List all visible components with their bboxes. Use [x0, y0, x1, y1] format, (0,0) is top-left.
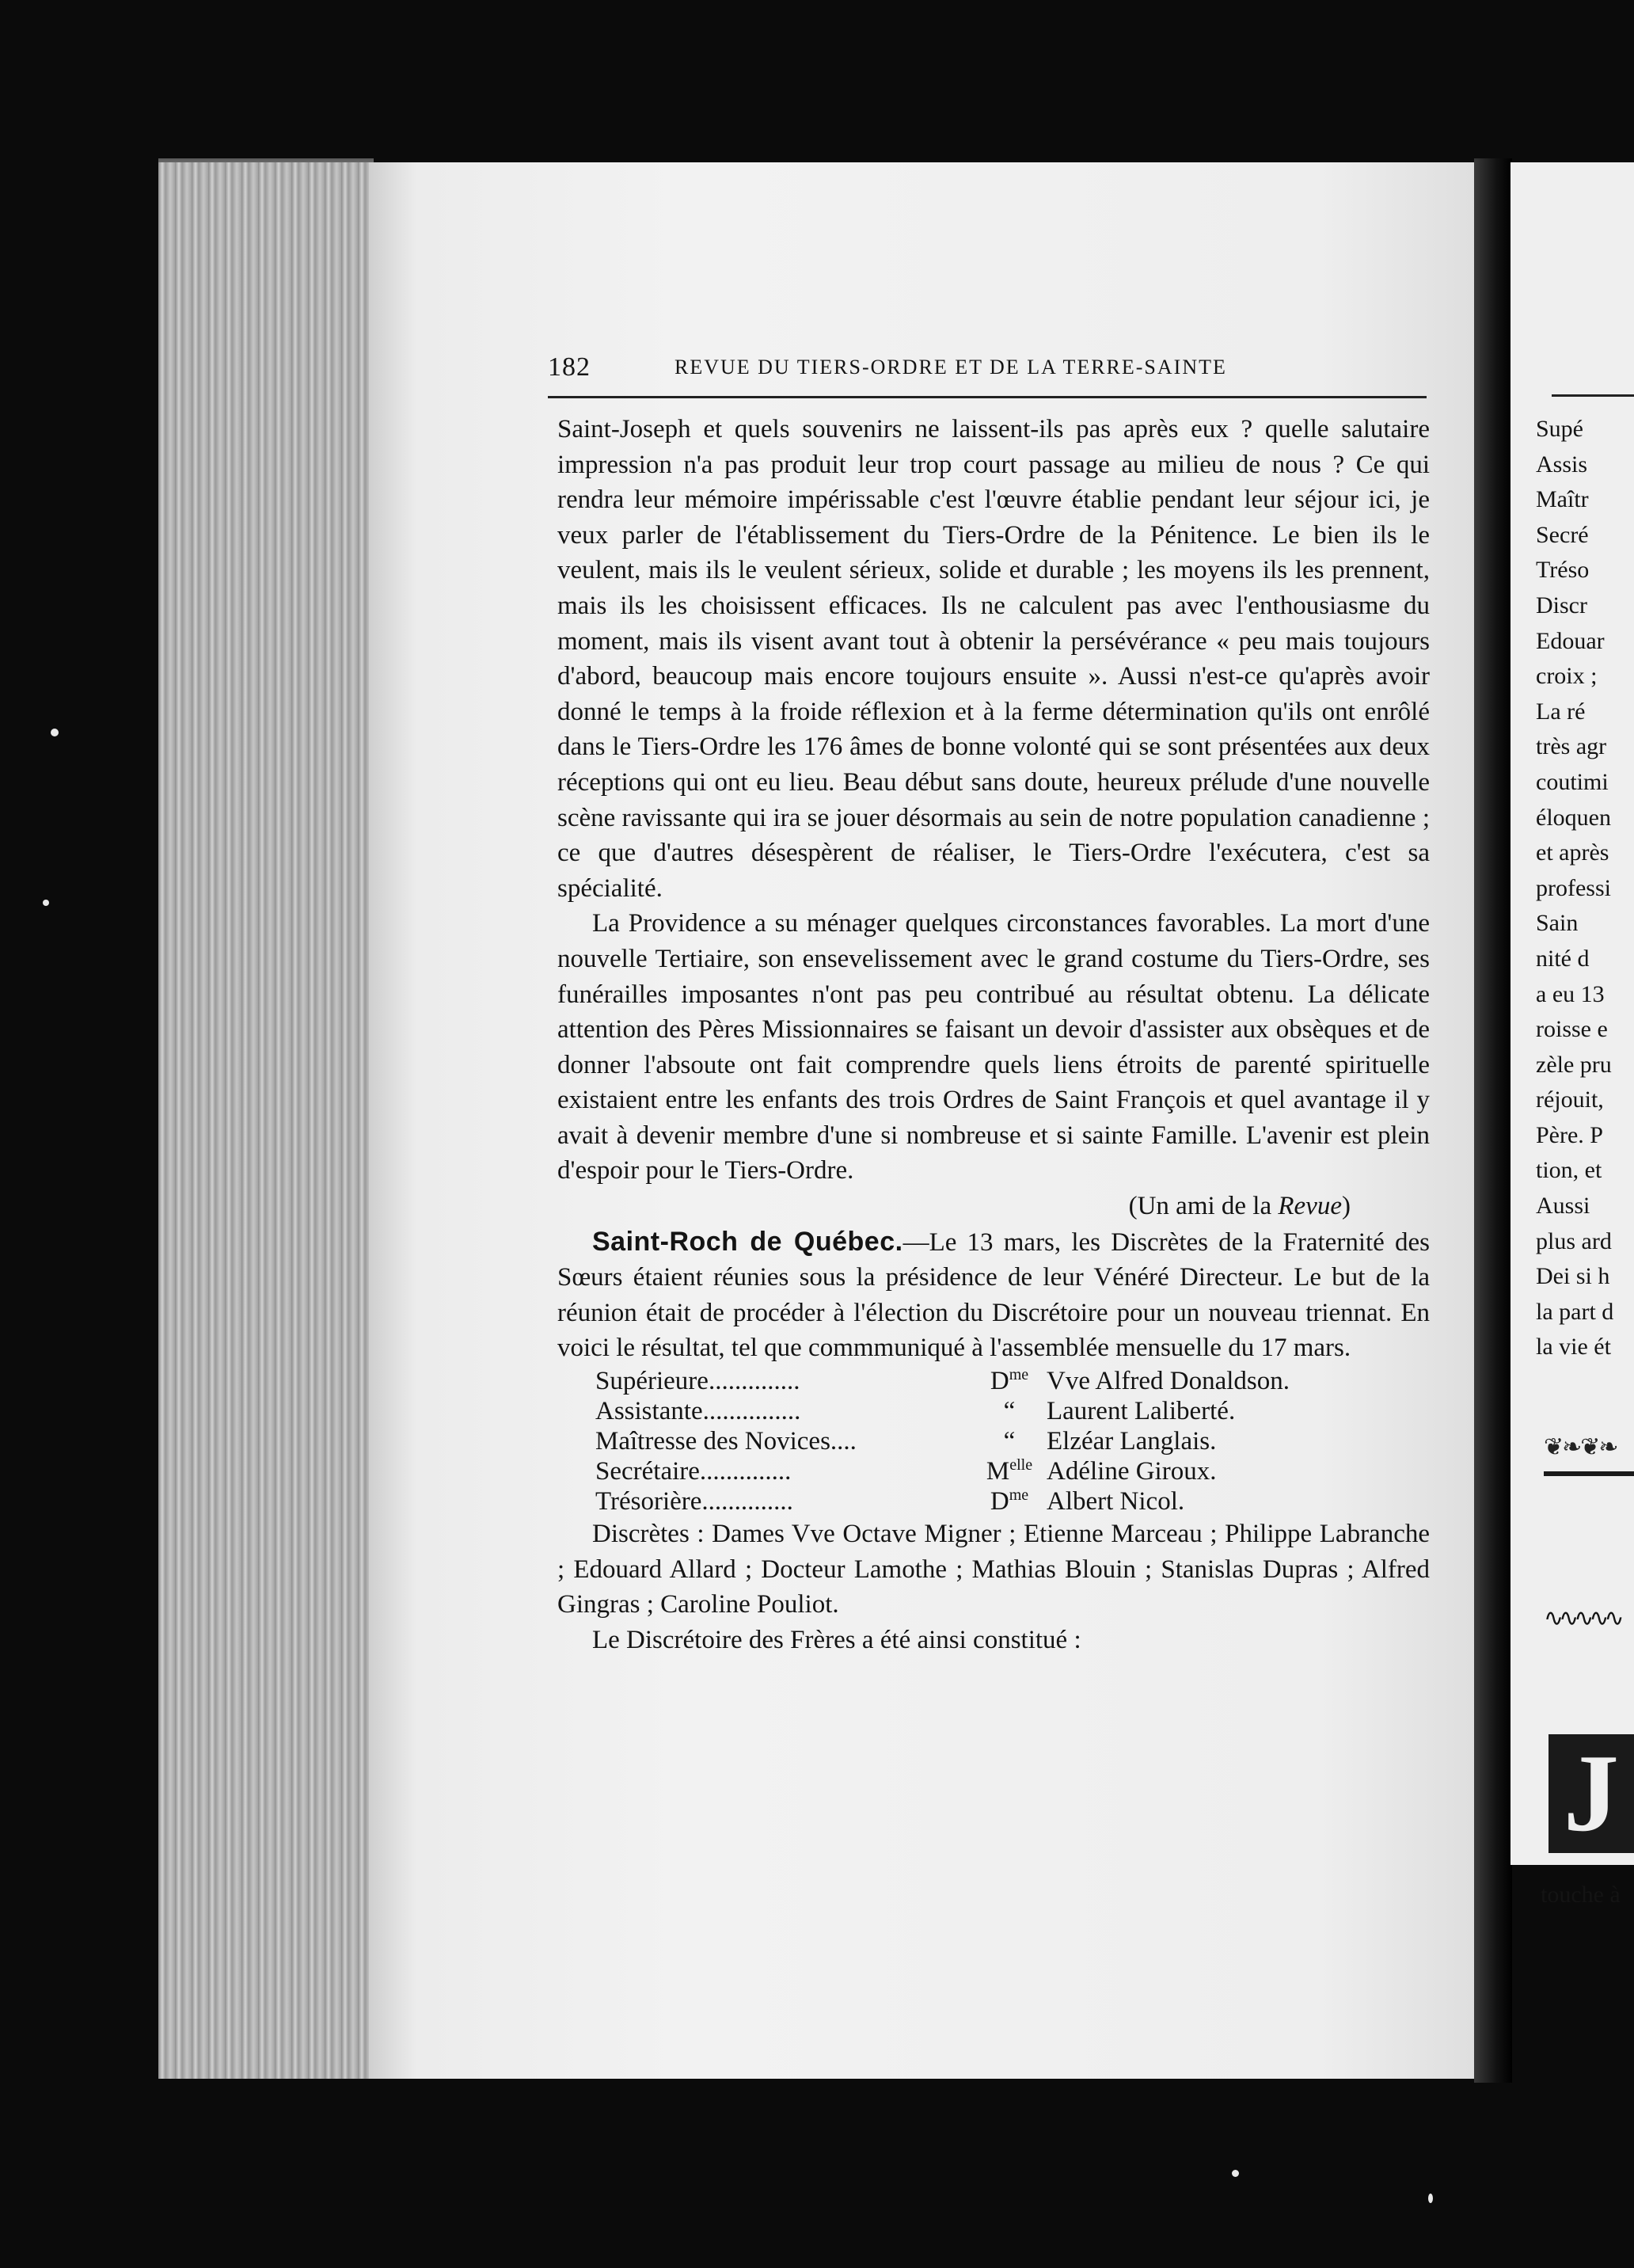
right-page-text	[1536, 412, 1634, 1365]
right-page-line: la vie ét	[1536, 1334, 1611, 1360]
officer-name: Laurent Laliberté.	[1047, 1397, 1236, 1426]
ornament-row: ❦❧❦❧	[1544, 1434, 1617, 1460]
table-row	[595, 1486, 1290, 1516]
signature-prefix: (Un ami de la	[1128, 1192, 1279, 1221]
officer-role: Secrétaire..............	[595, 1457, 792, 1486]
paragraph-2: La Providence a su ménager quelques circonstances favorables. La mort d'une nouvelle Tertiaire, son ensevelissement avec le grand costume du Tiers-Ordre, ses funérailles imposantes n'ont pas peu contribué au résultat obtenu. La délicate attention des Pères Missionnaires se faisant un devoir d'assister aux obsèques et de donner l'absoute ont fait comprendre quels liens étroits de parenté spirituelle existaient entre les enfants des trois Ordres de Saint François et quel avantage il y avait à devenir membre d'une si nombreuse et si sainte Famille. L'avenir est plein d'espoir pour le Tiers-Ordre.	[557, 909, 1430, 1185]
right-page-line: Tréso	[1536, 557, 1590, 584]
right-page-rule	[1552, 394, 1634, 397]
right-page-line: zèle pru	[1536, 1051, 1612, 1078]
dust-speck	[1428, 2194, 1433, 2203]
right-page-line: Aussi	[1536, 1193, 1590, 1220]
officer-name: Vve Alfred Donaldson.	[1047, 1367, 1290, 1396]
table-row	[595, 1366, 1290, 1396]
book-gutter	[1474, 158, 1512, 2083]
officer-title: “	[1003, 1397, 1016, 1426]
right-page-line: professi	[1536, 874, 1611, 901]
right-page-line: Sain	[1536, 910, 1579, 937]
freres-line: Le Discrétoire des Frères a été ainsi constitué :	[592, 1625, 1081, 1654]
section-heading: Saint-Roch de Québec.	[592, 1226, 903, 1257]
header-rule	[548, 396, 1427, 398]
dust-speck	[51, 729, 59, 736]
table-row	[595, 1426, 1290, 1456]
right-page-line: Discr	[1536, 592, 1587, 618]
right-page-line: Assis	[1536, 451, 1588, 478]
officers-table	[595, 1366, 1290, 1516]
signature-revue: Revue	[1278, 1192, 1342, 1221]
right-page-line: Père. P	[1536, 1121, 1603, 1148]
section-saint-roch	[557, 1224, 1430, 1366]
right-page-line: roisse e	[1536, 1016, 1608, 1043]
right-page-line: croix ;	[1536, 663, 1598, 690]
discretes-list: Discrètes : Dames Vve Octave Migner ; Etienne Marceau ; Philippe Labranche ; Edouard Allard ; Docteur Lamothe ; Mathias Blouin ; Stanislas Dupras ; Alfred Gingras ; Caroline Pouliot.	[557, 1520, 1430, 1619]
page-number: 182	[548, 352, 591, 382]
right-page-line: nité d	[1536, 945, 1590, 972]
officer-title: $M^{elle}$	[986, 1456, 1033, 1486]
paragraph-1: Saint-Joseph et quels souvenirs ne laissent-ils pas après eux ? quelle salutaire impression n'a pas produit leur trop court passage au milieu de nous ? Ce qui rendra leur mémoire impérissable c'est l'œuvre établie pendant leur séjour ici, je veux parler de l'établissement du Tiers-Ordre de la Pénitence. Le bien ils le veulent, mais ils le veulent sérieux, solide et durable ; les moyens ils les prennent, mais ils les choisissent efficaces. Ils ne calculent pas avec l'enthousiasme du moment, mais ils visent avant tout à obtenir la persévérance « peu mais toujours d'abord, beaucoup mais encore toujours ensuite ». Aussi n'est-ce qu'après avoir donné le temps à la froide réflexion et à la ferme détermination qu'ils ont enrôlé dans le Tiers-Ordre les 176 âmes de bonne volonté qui se sont présentées aux deux réceptions qui ont eu lieu. Beau début sans doute, heureux prélude d'une nouvelle scène ravissante qui ira se jouer désormais au sein de notre population canadienne ; ce que d'autres désespèrent de réaliser, le Tiers-Ordre l'exécutera, c'est sa spécialité.	[557, 415, 1430, 903]
dust-speck	[1232, 2170, 1239, 2177]
right-page-line: Maîtr	[1536, 486, 1589, 513]
signature	[557, 1189, 1430, 1224]
page-stack-edges	[158, 162, 374, 2079]
header-title: REVUE DU TIERS-ORDRE ET DE LA TERRE-SAINTE	[674, 356, 1227, 379]
officer-role: Supérieure..............	[595, 1367, 800, 1396]
right-page-line: très agr	[1536, 733, 1607, 760]
officer-name: Elzéar Langlais.	[1047, 1427, 1217, 1456]
right-page-line: Supé	[1536, 416, 1583, 442]
officer-name: Adéline Giroux.	[1047, 1457, 1217, 1486]
right-page-line: coutimi	[1536, 768, 1609, 795]
ornament-rule	[1544, 1471, 1634, 1476]
right-page-last-line: touche à	[1541, 1882, 1621, 1908]
signature-suffix: )	[1342, 1192, 1351, 1221]
right-page-line: éloquen	[1536, 804, 1611, 831]
officer-role: Maîtresse des Novices....	[595, 1427, 857, 1456]
right-page-line: Secré	[1536, 521, 1589, 548]
right-page-line: Edouar	[1536, 627, 1605, 654]
officer-title: $D^{me}$	[990, 1486, 1029, 1516]
wavy-rule: ∿∿∿∿∿	[1544, 1605, 1620, 1631]
running-header	[548, 352, 1425, 387]
table-row	[595, 1396, 1290, 1426]
table-row	[595, 1456, 1290, 1486]
right-page-line: a eu 13	[1536, 980, 1605, 1007]
right-page-line: La ré	[1536, 698, 1586, 725]
drop-cap: J	[1548, 1734, 1634, 1853]
right-page-line: la part d	[1536, 1298, 1614, 1325]
officer-name: Albert Nicol.	[1047, 1487, 1185, 1516]
officer-role: Trésorière..............	[595, 1487, 793, 1516]
right-page-line: réjouit,	[1536, 1086, 1604, 1113]
article-body	[557, 412, 1430, 1657]
right-page-line: tion, et	[1536, 1157, 1602, 1184]
dust-speck	[43, 900, 49, 906]
section-text: —Le 13 mars, les Discrètes de la Fraternité des Sœurs étaient réunies sous la présidence de leur Vénéré Directeur. Le but de la réunion était de procéder à l'élection du Discrétoire pour un nouveau triennat. En voici le résultat, tel que commmuniqué à l'assemblée mensuelle du 17 mars.	[557, 1227, 1430, 1363]
officer-title: “	[1003, 1427, 1016, 1456]
right-page-line: et après	[1536, 839, 1609, 866]
right-page-line: plus ard	[1536, 1227, 1612, 1254]
officer-role: Assistante...............	[595, 1397, 801, 1426]
right-page-line: Dei si h	[1536, 1263, 1610, 1290]
officer-title: $D^{me}$	[990, 1366, 1029, 1396]
